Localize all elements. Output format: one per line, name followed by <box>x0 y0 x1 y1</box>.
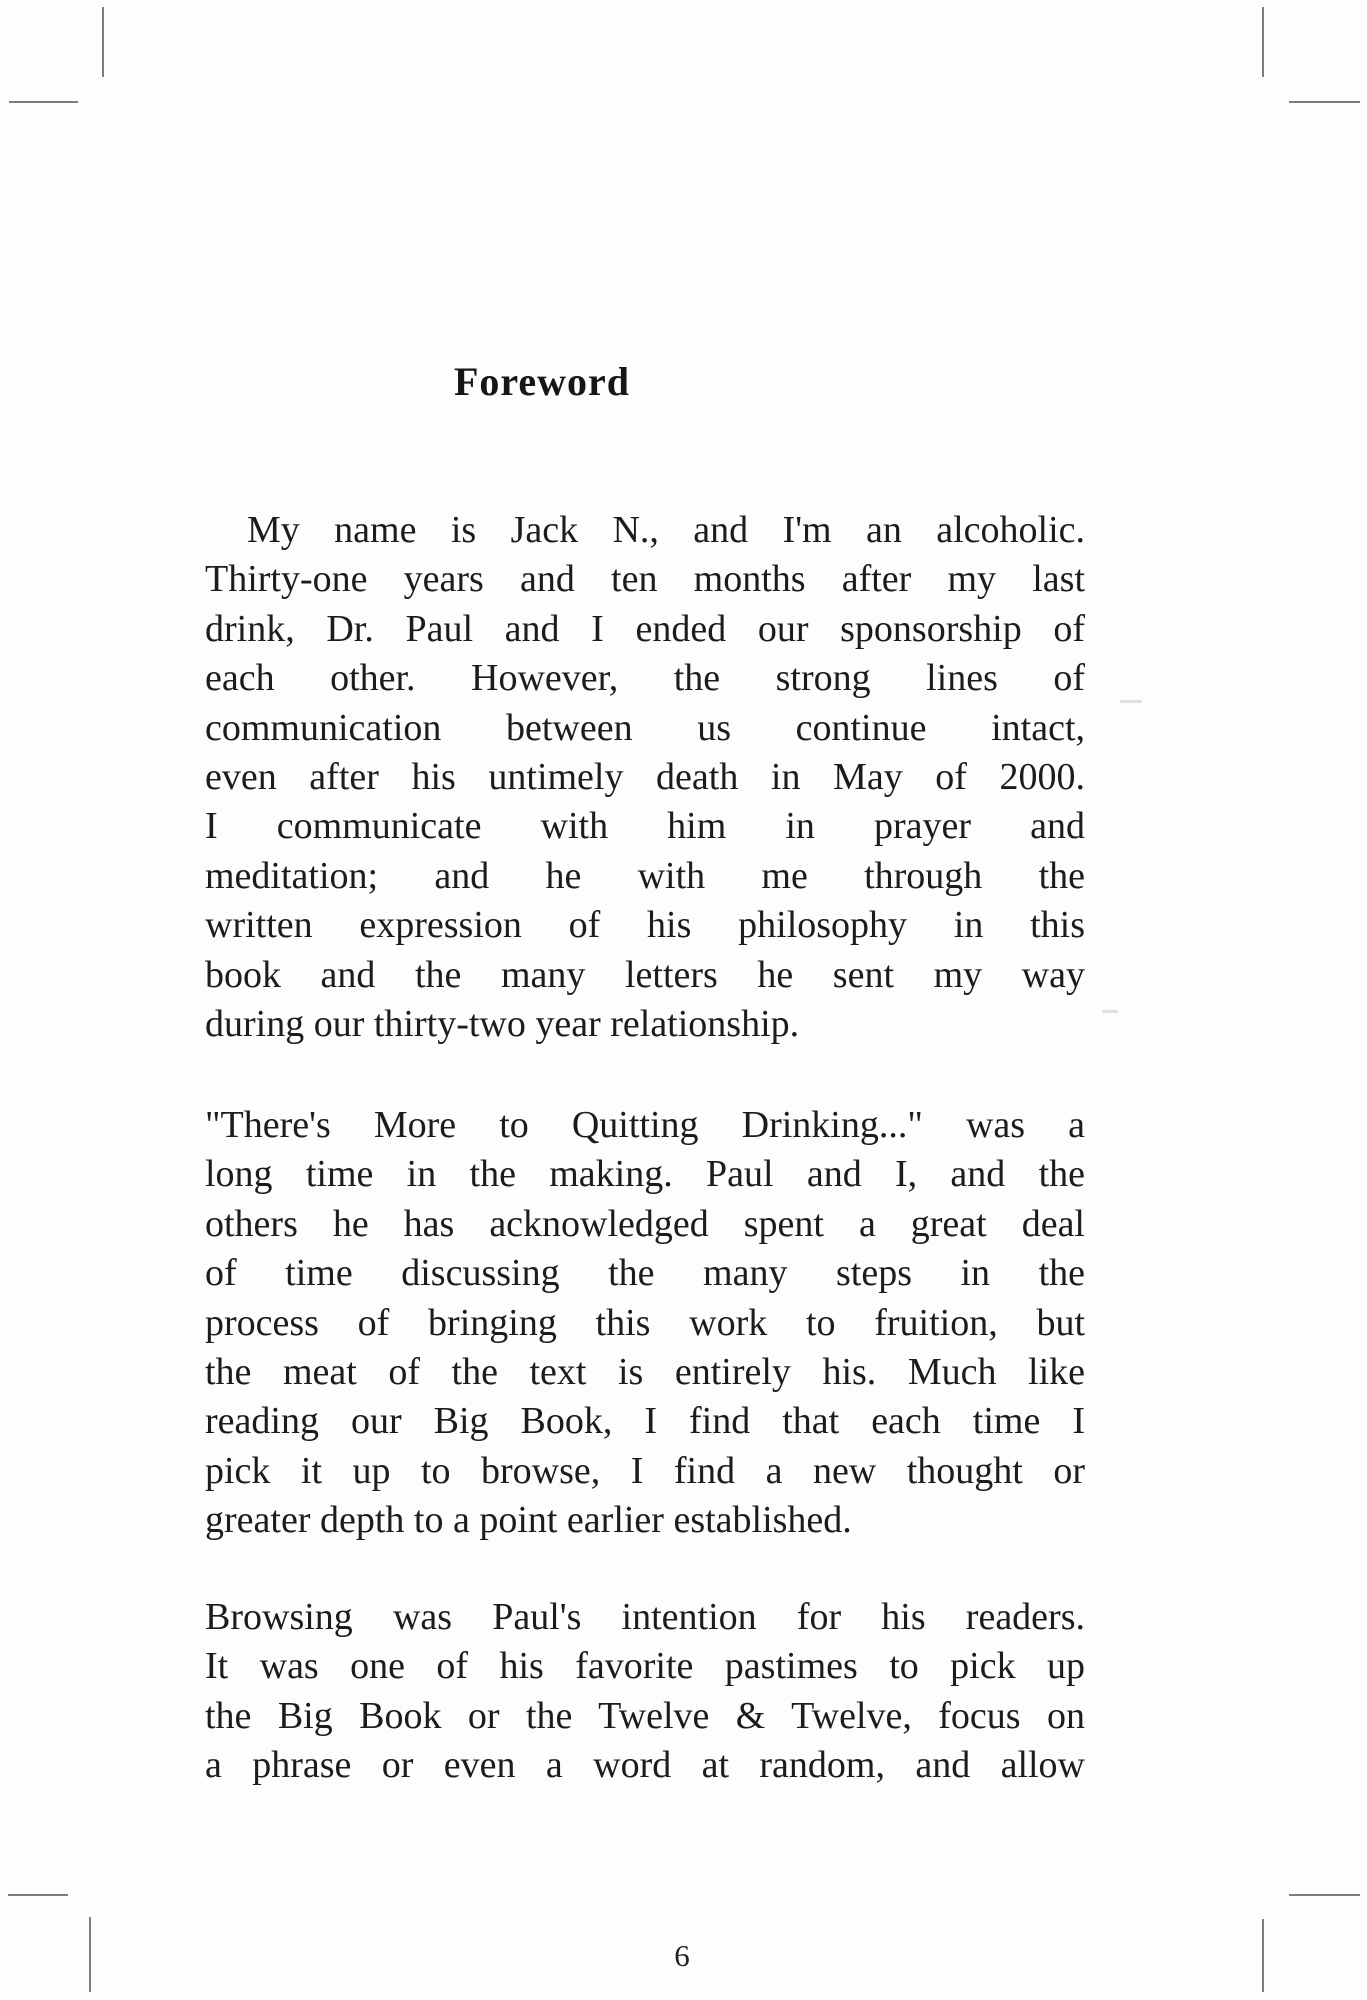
text-line: greater depth to a point earlier established. <box>205 1499 852 1542</box>
scan-smudge <box>1120 700 1142 703</box>
text-line: pick it up to browse, I find a new thought or <box>205 1449 1085 1492</box>
text-line: It was one of his favorite pastimes to pick up <box>205 1645 1085 1688</box>
crop-mark-bottom-left-vertical <box>89 1917 91 1992</box>
crop-mark-bottom-left-horizontal <box>8 1894 68 1896</box>
foreword-paragraph-2 <box>205 1101 1085 1546</box>
crop-mark-top-right-horizontal <box>1289 101 1360 103</box>
text-line: I communicate with him in prayer and <box>205 805 1085 848</box>
text-line: "There's More to Quitting Drinking..." was a <box>205 1104 1085 1146</box>
crop-mark-bottom-right-horizontal <box>1289 1894 1360 1896</box>
foreword-paragraph-3 <box>205 1593 1085 1791</box>
text-line: others he has acknowledged spent a great deal <box>205 1202 1085 1245</box>
text-line: of time discussing the many steps in the <box>205 1252 1085 1295</box>
text-line: each other. However, the strong lines of <box>205 657 1085 700</box>
scan-smudge <box>1102 1010 1118 1013</box>
crop-mark-top-left-horizontal <box>9 101 78 103</box>
text-line: written expression of his philosophy in this <box>205 904 1085 947</box>
crop-mark-top-right-vertical <box>1262 7 1264 77</box>
text-line: a phrase or even a word at random, and allow <box>205 1744 1085 1787</box>
page-number: 6 <box>674 1938 690 1973</box>
text-line: the Big Book or the Twelve & Twelve, focus on <box>205 1694 1085 1737</box>
text-line: My name is Jack N., and I'm an alcoholic. <box>247 509 1085 551</box>
text-line: during our thirty-two year relationship. <box>205 1002 800 1045</box>
text-line: even after his untimely death in May of 2000. <box>205 755 1085 798</box>
text-line: meditation; and he with me through the <box>205 854 1085 897</box>
text-line: Thirty-one years and ten months after my last <box>205 558 1085 601</box>
crop-mark-top-left-vertical <box>102 7 104 77</box>
text-line: reading our Big Book, I find that each time I <box>205 1400 1085 1443</box>
crop-mark-bottom-right-vertical <box>1262 1919 1264 1992</box>
text-line: Browsing was Paul's intention for his readers. <box>205 1596 1085 1638</box>
text-line: drink, Dr. Paul and I ended our sponsorship of <box>205 607 1085 650</box>
text-line: process of bringing this work to fruition, but <box>205 1301 1085 1344</box>
text-line: communication between us continue intact, <box>205 706 1085 749</box>
text-line: the meat of the text is entirely his. Much like <box>205 1350 1085 1393</box>
text-line: book and the many letters he sent my way <box>205 953 1085 996</box>
page-title: Foreword <box>453 359 631 404</box>
foreword-paragraph-1 <box>205 506 1085 1049</box>
text-line: long time in the making. Paul and I, and the <box>205 1153 1085 1196</box>
